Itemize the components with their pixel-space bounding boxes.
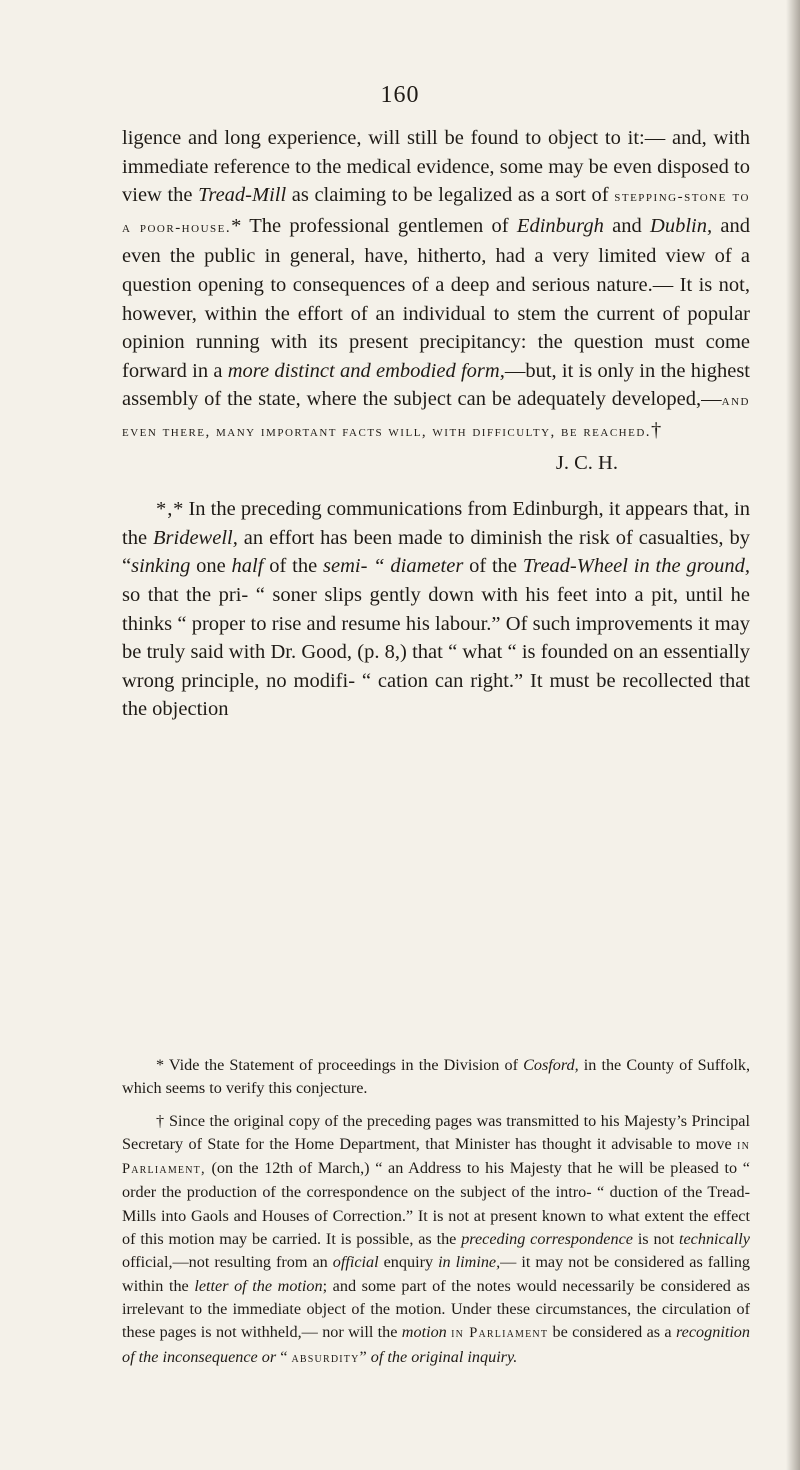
page-number: 160: [380, 82, 420, 108]
paragraph-1: ligence and long experience, will still be found to object to it:— and, with immediate reference to the medical evidence, some may be even disposed to view the Tread-Mill as claiming to be legalized as a sort of stepping-stone to a poor-house.* The professional gentlemen of Edinburgh and Dublin, and even the public in general, have, hitherto, had a very limited view of a question opening to consequences of a deep and serious nature.— It is not, however, within the effort of an individual to stem the current of popular opinion running with its present precipitancy: the question must come forward in a more distinct and embodied form,—but, it is only in the highest assembly of the state, where the subject can be adequately developed,—and even there, many important facts will, with difficulty, be reached.†: [122, 127, 751, 441]
footnote-2: † Since the original copy of the preceding pages was transmitted to his Majesty’s Principal Secretary of State for the Home Department, that Minister has thought it advisable to move in Parliament, (on the 12th of March,) “ an Address to his Majesty that he will be pleased to “ order the production of the correspondence on the subject of the intro- “ duction of the Tread-Mills into Gaols and Houses of Correction.” It is not at present known to what extent the effect of this motion may be carried. It is possible, as the preceding correspondence is not technically official,—not resulting from an official enquiry in limine,— it may not be considered as falling within the letter of the motion; and some part of the notes would necessarily be considered as irrelevant to the immediate object of the motion. Under these circumstances, the circulation of these pages is not withheld,— nor will the motion in Parliament be considered as a recognition of the inconsequence or “ absurdity” of the original inquiry.: [122, 1111, 751, 1366]
main-text: [122, 124, 750, 724]
paragraph-2: *‚* In the preceding communications from Edinburgh, it appears that, in the Bridewell, an effort has been made to diminish the risk of casualties, by “sinking one half of the semi- “ diameter of the Tread-Wheel in the ground, so that the pri- “ soner slips gently down with his feet into a pit, until he thinks “ proper to rise and resume his labour.” Of such improvements it may be truly said with Dr. Good, (p. 8,) that “ what “ is founded on an essentially wrong principle, no modifi- “ cation can right.” It must be recollected that the objection: [122, 498, 751, 721]
footnotes: [122, 1054, 750, 1379]
page-edge-shadow: [786, 0, 800, 1470]
signature: J. C. H.: [555, 451, 618, 474]
footnote-1: * Vide the Statement of proceedings in the Division of Cosford, in the County of Suffolk, which seems to verify this conjecture.: [122, 1056, 750, 1098]
